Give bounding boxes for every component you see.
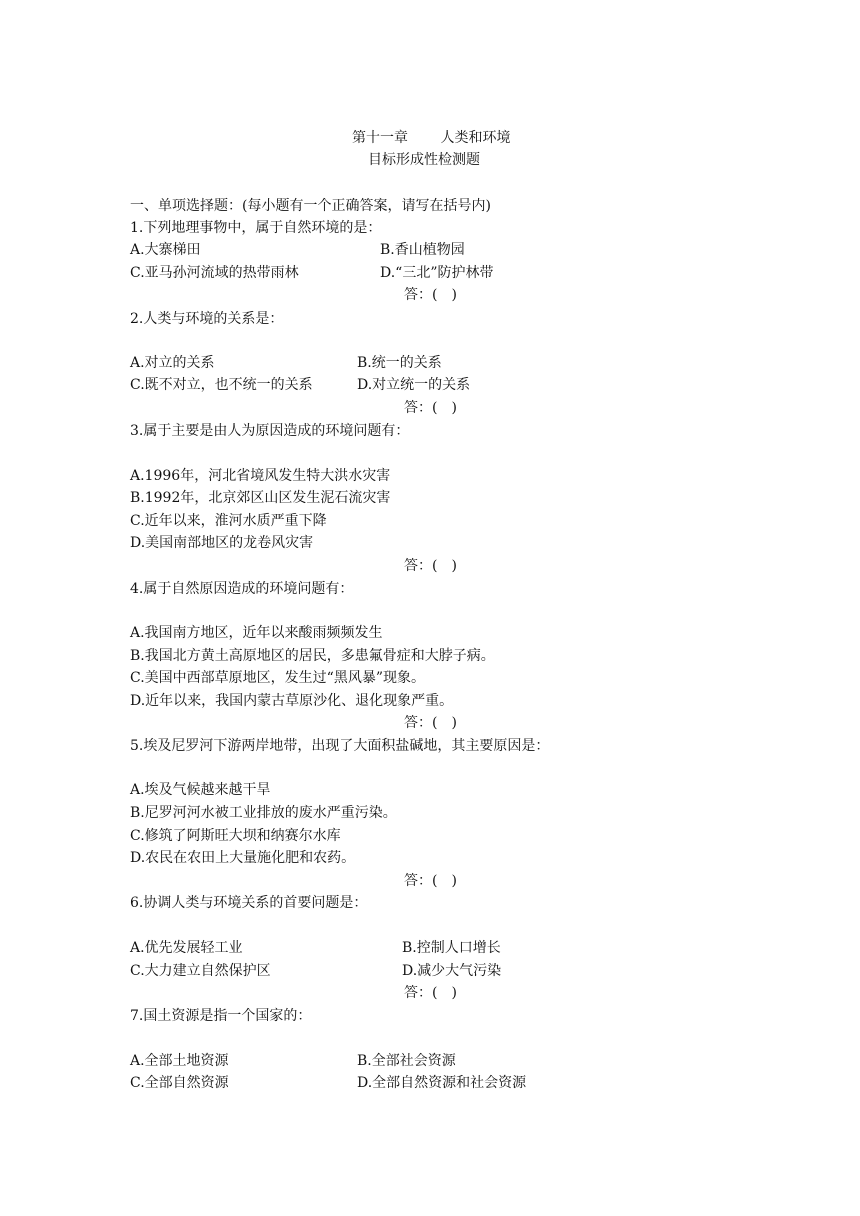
- question-5-answer: 答：( ): [404, 873, 457, 889]
- question-4-option-c: C.美国中西部草原地区，发生过“黑风暴”现象。: [130, 670, 425, 686]
- question-6-stem: 6.协调人类与环境关系的首要问题是：: [130, 895, 368, 911]
- question-5-option-a: A.埃及气候越来越干旱: [130, 782, 271, 798]
- document-subtitle: 目标形成性检测题: [368, 152, 480, 168]
- question-3-option-b: B.1992年，北京郊区山区发生泥石流灾害: [130, 490, 391, 506]
- question-6-option-b: B.控制人口增长: [402, 940, 501, 956]
- question-3-answer: 答：( ): [404, 558, 457, 574]
- question-6-option-d: D.减少大气污染: [402, 963, 502, 979]
- question-5-option-d: D.农民在农田上大量施化肥和农药。: [130, 850, 356, 866]
- question-2-option-d: D.对立统一的关系: [357, 377, 471, 393]
- question-7-option-b: B.全部社会资源: [357, 1053, 456, 1069]
- question-3-option-a: A.1996年，河北省境风发生特大洪水灾害: [130, 468, 391, 484]
- question-3-option-d: D.美国南部地区的龙卷风灾害: [130, 535, 314, 551]
- question-1-option-b: B.香山植物园: [380, 242, 465, 258]
- question-2-answer: 答：( ): [404, 400, 457, 416]
- question-4-option-a: A.我国南方地区，近年以来酸雨频频发生: [130, 625, 383, 641]
- question-4-option-d: D.近年以来，我国内蒙古草原沙化、退化现象严重。: [130, 693, 454, 709]
- question-6-option-c: C.大力建立自然保护区: [130, 963, 271, 979]
- question-4-stem: 4.属于自然原因造成的环境问题有：: [130, 581, 354, 597]
- question-2-option-b: B.统一的关系: [357, 355, 442, 371]
- question-5-option-c: C.修筑了阿斯旺大坝和纳赛尔水库: [130, 828, 341, 844]
- chapter-title: 第十一章 人类和环境: [352, 130, 511, 146]
- question-6-option-a: A.优先发展轻工业: [130, 940, 243, 956]
- question-7-option-d: D.全部自然资源和社会资源: [357, 1075, 527, 1091]
- question-1-stem: 1.下列地理事物中，属于自然环境的是：: [130, 220, 382, 236]
- question-5-stem: 5.埃及尼罗河下游两岸地带，出现了大面积盐碱地，其主要原因是：: [130, 738, 550, 754]
- section-heading: 一、单项选择题：(每小题有一个正确答案，请写在括号内): [130, 198, 491, 214]
- question-3-option-c: C.近年以来，淮河水质严重下降: [130, 513, 327, 529]
- question-1-option-c: C.亚马孙河流域的热带雨林: [130, 265, 299, 281]
- question-7-option-c: C.全部自然资源: [130, 1075, 229, 1091]
- question-4-answer: 答：( ): [404, 715, 457, 731]
- question-1-answer: 答：( ): [404, 287, 457, 303]
- question-1-option-a: A.大寨梯田: [130, 242, 201, 258]
- question-2-option-a: A.对立的关系: [130, 355, 215, 371]
- question-6-answer: 答：( ): [404, 985, 457, 1001]
- question-3-stem: 3.属于主要是由人为原因造成的环境问题有：: [130, 423, 410, 439]
- question-2-option-c: C.既不对立，也不统一的关系: [130, 377, 313, 393]
- question-7-stem: 7.国土资源是指一个国家的：: [130, 1008, 312, 1024]
- question-2-stem: 2.人类与环境的关系是：: [130, 311, 284, 327]
- question-7-option-a: A.全部土地资源: [130, 1053, 229, 1069]
- question-4-option-b: B.我国北方黄土高原地区的居民，多患氟骨症和大脖子病。: [130, 648, 495, 664]
- question-1-option-d: D.“三北”防护林带: [380, 265, 494, 281]
- question-5-option-b: B.尼罗河河水被工业排放的废水严重污染。: [130, 805, 397, 821]
